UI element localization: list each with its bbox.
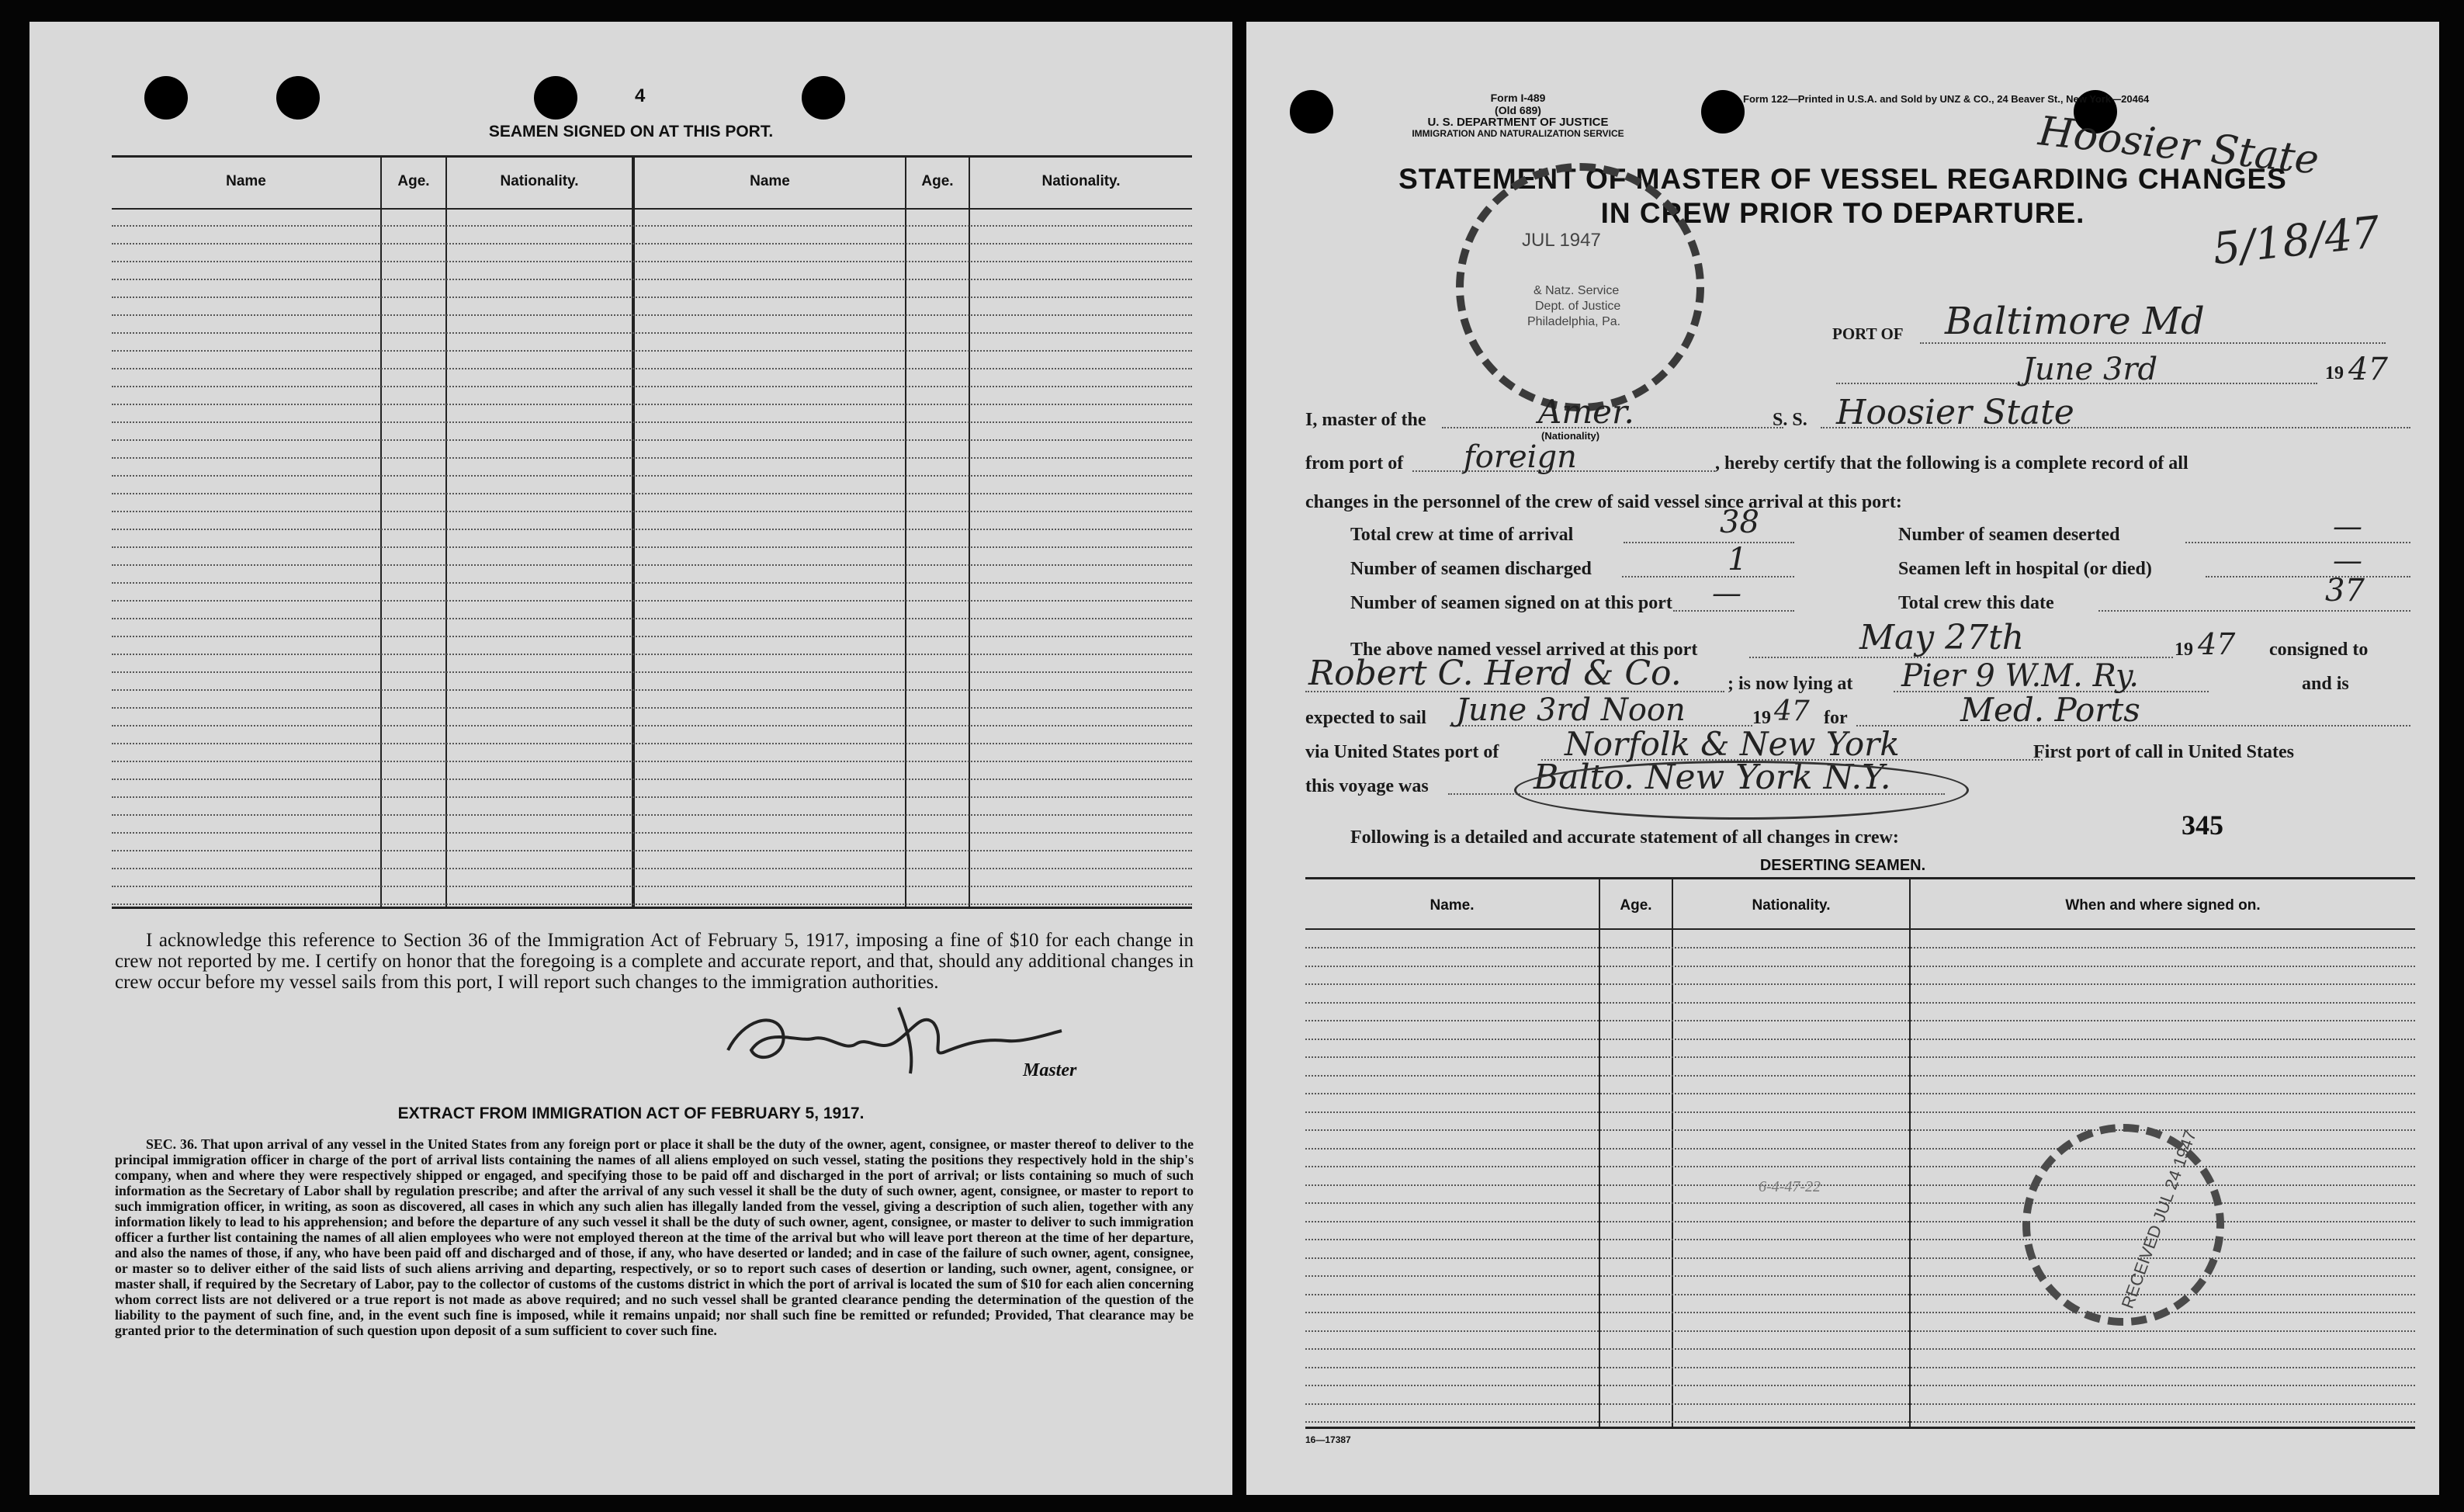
table-row (112, 386, 1192, 387)
expected-year: 47 (1774, 695, 1810, 727)
table-row (112, 618, 1192, 619)
following-text: Following is a detailed and accurate statement of all changes in crew: (1350, 827, 1899, 848)
table-row (112, 279, 1192, 280)
table-top-rule (1305, 877, 2415, 879)
table-row (112, 261, 1192, 262)
deserting-col-nationality: Nationality. (1752, 897, 1831, 914)
table-row (1305, 1093, 2415, 1094)
ss-label: S. S. (1773, 410, 1807, 430)
fill-line (1624, 542, 1794, 543)
table-row (112, 564, 1192, 566)
form-old-number: (Old 689) (1495, 104, 1541, 116)
table-row (1305, 966, 2415, 967)
table-row (1305, 1385, 2415, 1386)
table-row (112, 314, 1192, 316)
via-label: via United States port of (1305, 742, 1499, 762)
table-row (1305, 1075, 2415, 1077)
for-value: Med. Ports (1960, 691, 2140, 729)
col-header-nationality-2: Nationality. (1041, 173, 1121, 189)
deserting-col-when-where: When and where signed on. (2065, 897, 2261, 914)
punch-hole (276, 76, 320, 120)
from-port-value: foreign (1464, 439, 1577, 475)
expected-year-prefix: 19 (1752, 708, 1771, 728)
section-title: SEAMEN SIGNED ON AT THIS PORT. (488, 123, 774, 140)
signed-on-value: — (1712, 576, 1741, 610)
consigned-label: consigned to (2269, 640, 2369, 660)
form-code: 16—17387 (1305, 1434, 1351, 1445)
table-row (112, 297, 1192, 298)
hospital-value: — (2333, 543, 2362, 577)
column-divider (969, 155, 970, 908)
table-row (1305, 1221, 2415, 1222)
fill-line (2098, 610, 2410, 612)
handwritten-vessel-note: Hoosier State (2036, 108, 2321, 184)
year-value: 47 (2348, 352, 2388, 387)
total-crew-arrival-value: 38 (1720, 505, 1759, 540)
fill-line (2206, 576, 2410, 577)
table-row (1305, 1330, 2415, 1332)
table-row (112, 868, 1192, 869)
table-row (112, 511, 1192, 512)
table-row (112, 903, 1192, 905)
punch-hole (144, 76, 188, 120)
handwritten-date-note: 5/18/47 (2210, 206, 2383, 276)
deserting-col-age: Age. (1620, 897, 1652, 914)
column-divider (905, 155, 906, 908)
deserting-title: DESERTING SEAMEN. (1759, 857, 1926, 874)
form-number: Form I-489 (1490, 92, 1546, 104)
deserting-col-name: Name. (1430, 897, 1475, 914)
first-port-label: First port of call in United States (2033, 742, 2294, 762)
column-divider (1909, 877, 1911, 1427)
stamp-city: Philadelphia, Pa. (1527, 315, 1621, 328)
table-row (112, 457, 1192, 459)
column-divider (1599, 877, 1600, 1427)
ss-value: Hoosier State (1836, 393, 2074, 432)
arrived-value: May 27th (1859, 618, 2025, 657)
column-divider (380, 155, 382, 908)
port-label: PORT OF (1832, 324, 1904, 343)
table-row (112, 404, 1192, 405)
table-row (1305, 947, 2415, 948)
total-crew-date-value: 37 (2325, 573, 2365, 609)
table-row (1305, 1367, 2415, 1368)
arrived-year: 47 (2198, 627, 2236, 661)
from-port-label: from port of (1305, 453, 1404, 473)
number-345: 345 (2182, 810, 2223, 841)
table-row (112, 636, 1192, 637)
table-row (112, 743, 1192, 744)
year-prefix: 19 (2325, 363, 2344, 383)
nationality-caption: (Nationality) (1541, 430, 1600, 442)
punch-hole (802, 76, 845, 120)
table-row (112, 225, 1192, 227)
hospital-label: Seamen left in hospital (or died) (1898, 559, 2152, 579)
consignee-value: Robert C. Herd & Co. (1308, 654, 1682, 693)
right-page (1246, 22, 2439, 1495)
voyage-label: this voyage was (1305, 776, 1429, 796)
table-row (112, 761, 1192, 762)
column-divider (445, 155, 447, 908)
stamp-date: JUL 1947 (1522, 230, 1601, 251)
signed-on-label: Number of seamen signed on at this port (1350, 593, 1672, 613)
table-row (112, 350, 1192, 352)
punch-hole (1701, 90, 1745, 134)
table-row (112, 850, 1192, 851)
table-row (1305, 1239, 2415, 1240)
arrived-year-prefix: 19 (2175, 640, 2193, 660)
table-row (112, 332, 1192, 334)
table-row (1305, 1348, 2415, 1350)
fill-line (1622, 576, 1794, 577)
table-row (112, 886, 1192, 887)
acknowledgement-text: I acknowledge this reference to Section 36 of the Immigration Act of February 5, 1917, imposing a fine of $10 for each change in crew not reported by me. I certify on honor that the foregoing is a complete and accurate report, and that, should any additional changes in crew occur before my vessel sails from this port, I will report such changes to the immigration authorities. (115, 930, 1194, 993)
master-of-label: I, master of the (1305, 410, 1426, 430)
table-row (1305, 1166, 2415, 1167)
table-header-rule (112, 208, 1192, 210)
for-label: for (1824, 708, 1848, 728)
table-row (112, 421, 1192, 423)
and-is: and is (2302, 674, 2349, 694)
table-row (112, 725, 1192, 727)
table-bottom-rule (112, 907, 1192, 909)
nationality-value: Amer. (1538, 393, 1634, 431)
voyage-value: Balto. New York N.Y. (1534, 758, 1891, 797)
table-row (1305, 1312, 2415, 1313)
discharged-label: Number of seamen discharged (1350, 559, 1592, 579)
fill-line (2185, 542, 2410, 543)
table-row (112, 796, 1192, 798)
table-bottom-rule (1305, 1427, 2415, 1429)
date-value: June 3rd (2022, 352, 2158, 387)
form-title-line2: IN CREW PRIOR TO DEPARTURE. (1600, 197, 2085, 229)
table-row (112, 689, 1192, 691)
table-row (1305, 1257, 2415, 1259)
voyage-circle (1514, 761, 1969, 820)
table-row (1305, 1039, 2415, 1040)
table-row (112, 546, 1192, 548)
table-row (112, 671, 1192, 673)
table-row (1305, 1002, 2415, 1004)
table-row (1305, 1184, 2415, 1186)
table-row (112, 582, 1192, 584)
extract-title: EXTRACT FROM IMMIGRATION ACT OF FEBRUARY 5, 1917. (397, 1105, 865, 1122)
via-value: Norfolk & New York (1565, 725, 1900, 763)
certify-text: , hereby certify that the following is a complete record of all (1715, 453, 2188, 473)
total-crew-date-label: Total crew this date (1898, 593, 2054, 613)
table-row (112, 368, 1192, 369)
arrived-label: The above named vessel arrived at this port (1350, 640, 1698, 660)
table-row (1305, 1403, 2415, 1405)
fill-line (1673, 610, 1794, 612)
page-number: 4 (635, 85, 646, 106)
total-crew-arrival-label: Total crew at time of arrival (1350, 525, 1574, 545)
table-row (112, 832, 1192, 834)
master-label: Master (1023, 1060, 1077, 1080)
table-top-rule (112, 155, 1192, 158)
deserted-label: Number of seamen deserted (1898, 525, 2120, 545)
stamp-dept: Dept. of Justice (1535, 300, 1621, 313)
col-header-nationality: Nationality. (500, 173, 579, 189)
table-row (1305, 1020, 2415, 1021)
stamp2-text: RECEIVED JUL 24 1947 (2117, 1127, 2201, 1312)
table-row (1305, 983, 2415, 985)
discharged-value: 1 (1728, 542, 1748, 577)
deserted-value: — (2333, 509, 2362, 543)
table-row (112, 475, 1192, 477)
expected-label: expected to sail (1305, 708, 1426, 728)
port-value: Baltimore Md (1945, 300, 2205, 343)
table-row (112, 654, 1192, 655)
lying-value: Pier 9 W.M. Ry. (1901, 658, 2140, 694)
table-row (112, 707, 1192, 709)
punch-hole (1290, 90, 1333, 134)
column-divider (1672, 877, 1673, 1427)
table-row (1305, 1275, 2415, 1277)
printer-note: Form 122—Printed in U.S.A. and Sold by UNZ & CO., 24 Beaver St., New York—20464 (1743, 93, 2150, 105)
left-page (29, 22, 1232, 1495)
lying-label: ; is now lying at (1728, 674, 1853, 694)
table-row (112, 529, 1192, 530)
service: IMMIGRATION AND NATURALIZATION SERVICE (1412, 128, 1624, 139)
table-row (112, 243, 1192, 244)
col-header-name: Name (226, 173, 266, 189)
table-row (1305, 1202, 2415, 1204)
margin-note: 6-4-47-22 (1759, 1178, 1821, 1195)
col-header-age: Age. (397, 173, 430, 189)
table-row (112, 600, 1192, 602)
form-title-line1: STATEMENT OF MASTER OF VESSEL REGARDING CHANGES (1398, 163, 2287, 195)
punch-hole (534, 76, 577, 120)
table-row (112, 779, 1192, 780)
table-row (1305, 1421, 2415, 1423)
stamp-service: & Natz. Service (1534, 284, 1620, 297)
table-row (1305, 1129, 2415, 1131)
table-row (1305, 1056, 2415, 1058)
table-row (112, 439, 1192, 441)
expected-value: June 3rd Noon (1456, 692, 1686, 728)
extract-text: SEC. 36. That upon arrival of any vessel in the United States from any foreign port or place it shall be the duty of the owner, agent, consignee, or master thereof to deliver to the principal immigration officer in charge of the port of arrival lists containing the names of all aliens employed on such vessel, stating the positions they respectively hold in the ship's company, when and where they were respectively shipped or engaged, and specifying those to be paid off and discharged in the port of arrival; or lists containing so much of such information as the Secretary of Labor shall by regulation prescribe; and after the arrival of any such vessel it shall be the duty of such owner, agent, consignee, or master to report to such immigration officer, in writing, as soon as discovered, all cases in which any such alien has illegally landed from the vessel, giving a description of such alien, together with any information likely to lead to his apprehension; and before the departure of any such vessel it shall be the duty of such owner, agent, consignee, or master to deliver to such immigration officer a further list containing the names of all alien employees who were not employed thereon at the time of the arrival but who will leave port thereon at the time of her departure, and also the names of those, if any, who have been paid off and discharged and of those, if any, who have deserted or landed; and in case of the failure of such owner, agent, consignee, or master so to deliver either of the said lists of such aliens arriving and departing, respectively, or so to report such cases of desertion or landing, such owner, agent, consignee, or master shall, if required by the Secretary of Labor, pay to the collector of customs of the customs district in which the port of arrival is located the sum of $10 for each alien concerning whom correct lists are not delivered or a true report is not made as above required; and no such vessel shall be granted clearance pending the determination of the question of the liability to the payment of such fine, and, in the event such fine is imposed, while it remains unpaid; nor shall such fine be remitted or refunded; Provided, That clearance may be granted prior to the determination of such question upon deposit of a sum sufficient to cover such fine. (115, 1136, 1194, 1338)
table-row (1305, 1294, 2415, 1295)
column-divider (632, 155, 635, 908)
table-row (1305, 1148, 2415, 1150)
table-row (112, 814, 1192, 816)
department: U. S. DEPARTMENT OF JUSTICE (1427, 116, 1609, 129)
col-header-name-2: Name (750, 173, 790, 189)
changes-text: changes in the personnel of the crew of said vessel since arrival at this port: (1305, 492, 1902, 512)
table-header-rule (1305, 928, 2415, 930)
table-row (1305, 1111, 2415, 1113)
table-row (112, 493, 1192, 494)
col-header-age-2: Age. (921, 173, 954, 189)
